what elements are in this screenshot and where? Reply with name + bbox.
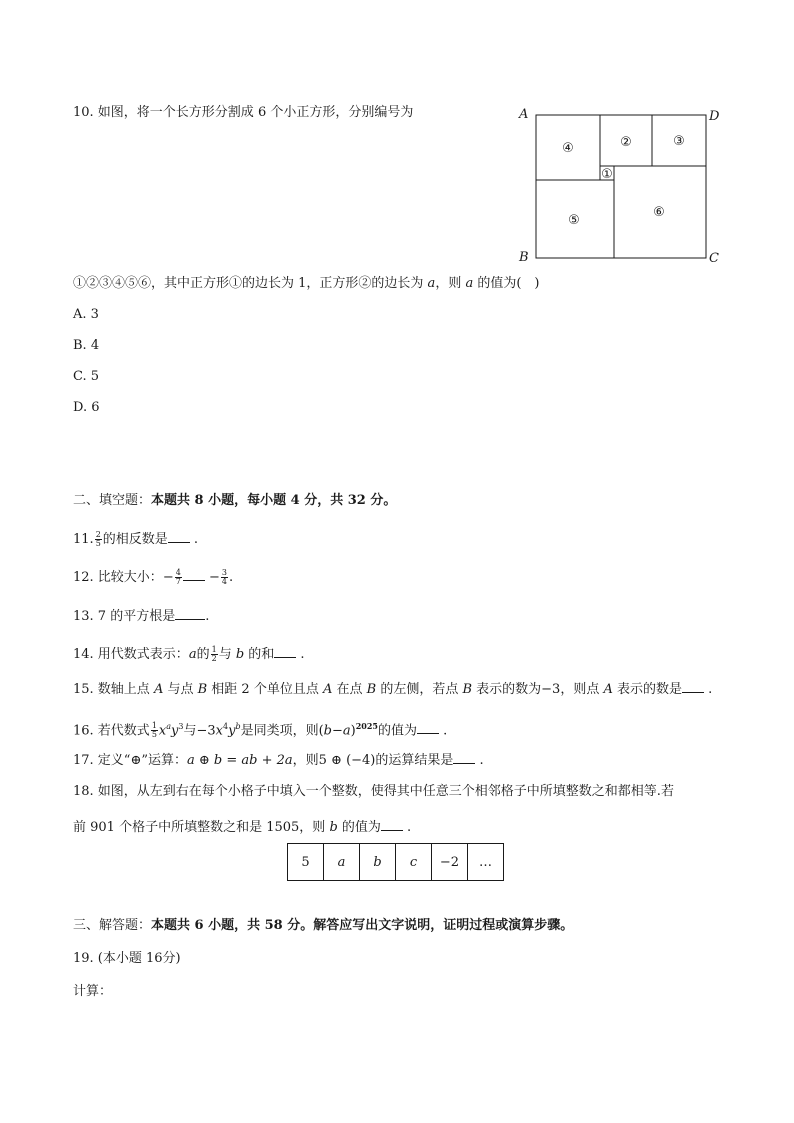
q11-end: . bbox=[189, 532, 199, 547]
square-2-label: ② bbox=[620, 135, 632, 150]
q18-line2 bbox=[73, 818, 411, 837]
q16-sup-2025: 2025 bbox=[355, 721, 378, 731]
q15-text-d: 在点 bbox=[332, 682, 367, 697]
cell-4: c bbox=[396, 844, 432, 881]
cell-1: 5 bbox=[288, 844, 324, 881]
q15-point-a-3: A bbox=[603, 682, 613, 697]
q15-text-b: 与点 bbox=[163, 682, 198, 697]
q15-text-e: 的左侧，若点 bbox=[376, 682, 463, 697]
q16-end: . bbox=[438, 723, 448, 739]
q10-option-a[interactable]: A. 3 bbox=[73, 307, 99, 322]
q15-point-a: A bbox=[153, 682, 164, 697]
q14-var-b: b bbox=[235, 647, 245, 662]
square-4-label: ④ bbox=[562, 141, 574, 156]
q14-answer-blank[interactable] bbox=[274, 645, 296, 658]
q12-f1-den: 7 bbox=[175, 577, 181, 586]
q10-var-a: a bbox=[427, 276, 436, 291]
q18-end: . bbox=[402, 820, 412, 835]
q16-x2: x bbox=[215, 723, 223, 739]
q15-text-a: 15. 数轴上点 bbox=[73, 682, 154, 697]
q15-answer-blank[interactable] bbox=[682, 680, 704, 693]
q19-subheading: 计算： bbox=[73, 984, 113, 999]
q16-f-num: 1 bbox=[151, 721, 157, 731]
q13-text: 13. 7 的平方根是 bbox=[73, 609, 176, 624]
q15-point-a-2: A bbox=[322, 682, 333, 697]
q15-text-g: 表示的数是 bbox=[612, 682, 682, 697]
q16-y1: y bbox=[171, 723, 179, 739]
section2-title-b: 本题共 8 小题，每小题 4 分，共 32 分。 bbox=[151, 493, 397, 508]
q18-line1: 18. 如图，从左到右在每个小格子中填入一个整数，使得其中任意三个相邻格子中所填整数之和都相等.若 bbox=[73, 784, 674, 799]
q10-stem-line1 bbox=[73, 104, 413, 122]
q13 bbox=[73, 607, 209, 626]
square-5-label: ⑤ bbox=[568, 213, 580, 228]
q13-answer-blank[interactable] bbox=[175, 607, 205, 620]
q16-sup-3: 3 bbox=[178, 722, 184, 731]
section2-title-a: 二、填空题： bbox=[73, 493, 152, 508]
section2-heading bbox=[73, 492, 396, 510]
q10-text-a: ①②③④⑤⑥，其中正方形①的边长为 1，正方形②的边长为 bbox=[73, 276, 428, 291]
q18-sequence-table bbox=[287, 843, 504, 881]
q11 bbox=[73, 530, 198, 549]
q11-frac-den: 5 bbox=[95, 539, 101, 548]
q10-option-c[interactable]: C. 5 bbox=[73, 369, 100, 384]
q14-text-c: 与 bbox=[218, 647, 236, 662]
q14 bbox=[73, 645, 305, 664]
q11-frac-num: 2 bbox=[95, 530, 101, 539]
corner-b-label: B bbox=[519, 250, 529, 265]
q15-text-c: 相距 2 个单位且点 bbox=[207, 682, 323, 697]
q14-text-d: 的和 bbox=[244, 647, 275, 662]
q16-text-d: ) bbox=[350, 723, 356, 739]
q16-f-den: 5 bbox=[151, 730, 157, 740]
q11-answer-blank[interactable] bbox=[168, 530, 190, 543]
q12-neg2: − bbox=[204, 570, 220, 585]
q17-text-a: 17. 定义“⊕”运算： bbox=[73, 753, 187, 768]
q10-stem-text: 10. 如图，将一个长方形分割成 6 个小正方形，分别编号为 bbox=[73, 105, 414, 120]
q10-text-c: 的值为( ) bbox=[473, 276, 540, 291]
q18-answer-blank[interactable] bbox=[381, 818, 403, 831]
q15 bbox=[73, 680, 712, 699]
q17-text-b: ，则5 ⊕ (−4)的运算结果是 bbox=[292, 753, 454, 768]
q12-fraction-2 bbox=[221, 569, 228, 586]
q18-var-b: b bbox=[329, 820, 338, 835]
q16-sup-a: a bbox=[166, 722, 172, 731]
q14-text-b: 的 bbox=[196, 647, 210, 662]
q18-text-a: 前 901 个格子中所填整数之和是 1505，则 bbox=[73, 820, 330, 835]
q12-f2-num: 3 bbox=[221, 568, 227, 577]
q16-text-a: 16. 若代数式 bbox=[73, 723, 150, 739]
q19-heading: 19. (本小题 16分) bbox=[73, 951, 181, 966]
q15-point-b-3: B bbox=[462, 682, 473, 697]
q13-end: . bbox=[205, 609, 210, 624]
section3-heading bbox=[73, 917, 573, 935]
q16-text-e: 的值为 bbox=[377, 723, 417, 739]
q12-f2-den: 4 bbox=[221, 577, 227, 586]
q16-sup-4: 4 bbox=[223, 722, 229, 731]
q15-text-f: 表示的数为−3，则点 bbox=[472, 682, 604, 697]
q18-text-b: 的值为 bbox=[337, 820, 381, 835]
q16-text-c: 是同类项，则( bbox=[240, 723, 324, 739]
q11-num: 11. bbox=[73, 532, 94, 547]
cell-2: a bbox=[324, 844, 360, 881]
q14-end: . bbox=[296, 647, 305, 662]
square-3-label: ③ bbox=[673, 134, 685, 149]
q11-text: 的相反数是 bbox=[102, 532, 168, 547]
q12-neg1: − bbox=[162, 570, 174, 585]
q17-end: . bbox=[475, 753, 484, 768]
q10-option-b[interactable]: B. 4 bbox=[73, 338, 100, 353]
q12-f1-num: 4 bbox=[175, 568, 181, 577]
q16-x1: x bbox=[158, 723, 167, 739]
square-6-label: ⑥ bbox=[653, 205, 665, 220]
q15-point-b: B bbox=[197, 682, 208, 697]
q12-answer-blank[interactable] bbox=[183, 568, 205, 581]
q14-f-num: 1 bbox=[211, 645, 217, 654]
q12-num: 12. 比较大小： bbox=[73, 570, 163, 585]
corner-a-label: A bbox=[519, 107, 529, 122]
q16-text-b: 与−3 bbox=[183, 723, 216, 739]
q16-answer-blank[interactable] bbox=[417, 721, 439, 734]
q16-sup-b: b bbox=[235, 722, 241, 731]
q16 bbox=[73, 717, 447, 740]
section3-title-a: 三、解答题： bbox=[73, 918, 152, 933]
q15-point-b-2: B bbox=[366, 682, 377, 697]
q12-end: . bbox=[228, 570, 234, 585]
q16-y2: y bbox=[228, 723, 236, 739]
q17-answer-blank[interactable] bbox=[453, 751, 475, 764]
corner-d-label: D bbox=[709, 109, 720, 124]
q10-rectangle-figure bbox=[512, 100, 727, 268]
q17 bbox=[73, 751, 484, 770]
q12 bbox=[73, 568, 233, 587]
q10-stem-line2 bbox=[73, 275, 540, 293]
q17-expr: a ⊕ b = ab + 2a bbox=[187, 753, 293, 768]
q15-end: . bbox=[704, 682, 713, 697]
q14-text-a: 14. 用代数式表示： bbox=[73, 647, 189, 662]
square-1-label: ① bbox=[601, 167, 613, 182]
q16-fraction bbox=[151, 722, 158, 739]
q14-f-den: 2 bbox=[211, 654, 217, 663]
section3-title-b: 本题共 6 小题，共 58 分。解答应写出文字说明，证明过程或演算步骤。 bbox=[151, 918, 574, 933]
q10-option-d[interactable]: D. 6 bbox=[73, 400, 100, 415]
corner-c-label: C bbox=[709, 251, 719, 266]
q11-fraction bbox=[95, 531, 102, 548]
q12-fraction-1 bbox=[175, 569, 182, 586]
q14-fraction bbox=[211, 646, 218, 663]
cell-6: … bbox=[468, 844, 504, 881]
cell-5: −2 bbox=[432, 844, 468, 881]
q10-var-a-2: a bbox=[465, 276, 474, 291]
q14-var-a: a bbox=[188, 647, 197, 662]
q16-expr3: b−a bbox=[323, 723, 351, 739]
q10-text-b: ，则 bbox=[435, 276, 466, 291]
table-row bbox=[288, 844, 504, 881]
cell-3: b bbox=[360, 844, 396, 881]
